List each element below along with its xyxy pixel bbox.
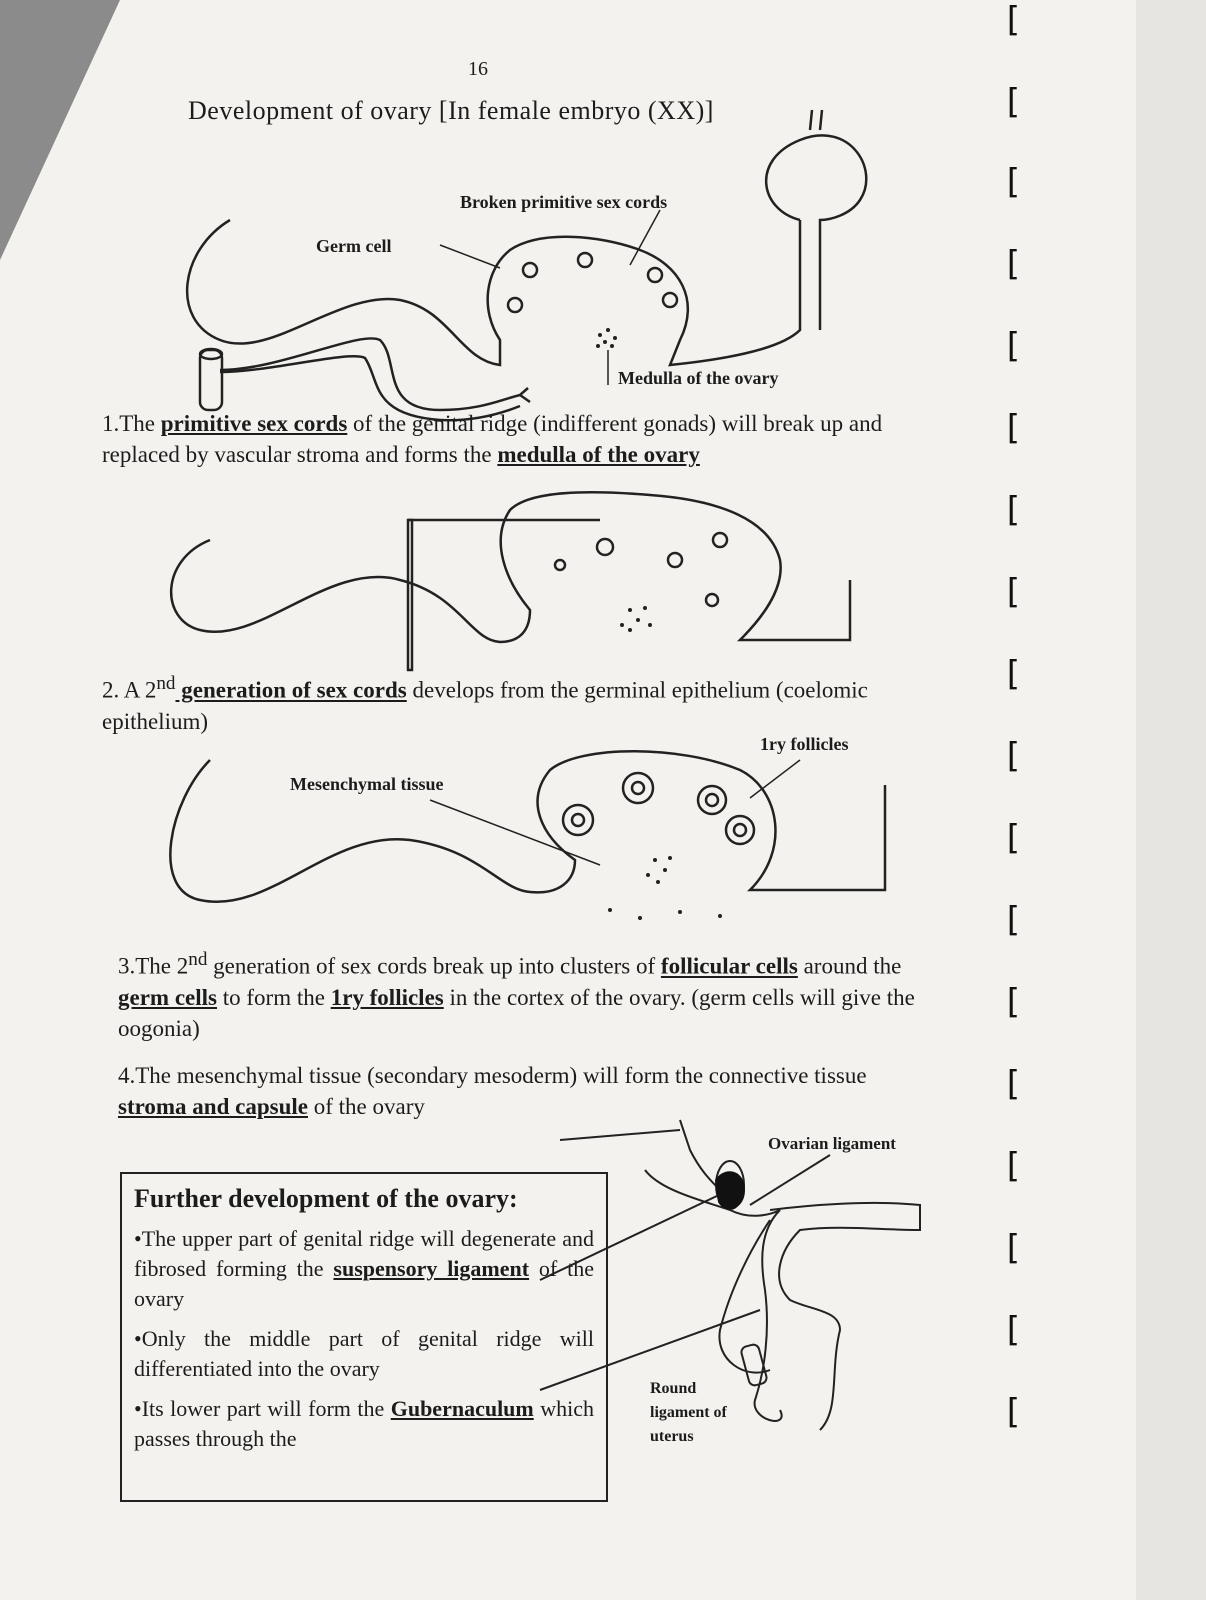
binding-bracket: [	[1002, 162, 1023, 202]
binding-bracket: [	[1002, 244, 1023, 284]
label-ovarian-ligament: Ovarian ligament	[768, 1134, 896, 1153]
binding-bracket: [	[1002, 408, 1023, 448]
binding-bracket: [	[1002, 82, 1023, 122]
figure-ovary-ligaments	[540, 1110, 940, 1470]
binding-bracket: [	[1002, 1064, 1023, 1104]
box-title: Further development of the ovary:	[134, 1184, 518, 1213]
further-development-box	[120, 1172, 608, 1502]
label-primary-follicles: 1ry follicles	[760, 734, 849, 754]
binding-bracket: [	[1002, 818, 1023, 858]
adjacent-page-edge	[1136, 0, 1206, 1600]
box-point-2: •Only the middle part of genital ridge will differentiated into the ovary	[134, 1326, 594, 1381]
binding-bracket: [	[1002, 490, 1023, 530]
figure-primary-follicles	[160, 740, 900, 940]
label-germ-cell: Germ cell	[316, 236, 392, 256]
step-2-text: 2. A 2nd generation of sex cords develops from the germinal epithelium (coelomic epithelium)	[102, 673, 868, 734]
label-medulla: Medulla of the ovary	[618, 368, 779, 388]
label-round-ligament-3: uterus	[650, 1428, 694, 1445]
step-4-text: 4.The mesenchymal tissue (secondary mesoderm) will form the connective tissue stroma and capsule of the ovary	[118, 1063, 867, 1119]
binding-bracket: [	[1002, 654, 1023, 694]
label-broken-sex-cords: Broken primitive sex cords	[460, 192, 668, 212]
box-point-1: •The upper part of genital ridge will degenerate and fibrosed forming the suspensory ligament of the ovary	[134, 1226, 594, 1311]
page-number: 16	[468, 58, 488, 80]
page-title: Development of ovary [In female embryo (XX)]	[188, 96, 714, 125]
binding-bracket: [	[1002, 1310, 1023, 1350]
step-1-text: 1.The primitive sex cords of the genital ridge (indifferent gonads) will break up and replaced by vascular stroma and forms the medulla of the ovary	[102, 411, 883, 467]
box-point-3: •Its lower part will form the Gubernaculum which passes through the	[134, 1396, 594, 1451]
binding-bracket: [	[1002, 1392, 1023, 1432]
figure-second-generation-cords	[160, 480, 880, 680]
label-mesenchymal-tissue: Mesenchymal tissue	[290, 774, 444, 794]
binding-bracket: [	[1002, 1228, 1023, 1268]
binding-bracket: [	[1002, 0, 1023, 40]
label-round-ligament-2: ligament of	[650, 1404, 727, 1421]
page-fold-shadow	[0, 0, 120, 260]
label-round-ligament-1: Round	[650, 1380, 697, 1397]
step-3-text: 3.The 2nd generation of sex cords break up into clusters of follicular cells around the germ cells to form the 1ry follicles in the cortex of the ovary. (germ cells will give the oogonia)	[118, 949, 915, 1041]
binding-bracket: [	[1002, 982, 1023, 1022]
binding-bracket: [	[1002, 326, 1023, 366]
binding-bracket: [	[1002, 572, 1023, 612]
binding-bracket: [	[1002, 1146, 1023, 1186]
binding-bracket: [	[1002, 736, 1023, 776]
binding-bracket: [	[1002, 900, 1023, 940]
